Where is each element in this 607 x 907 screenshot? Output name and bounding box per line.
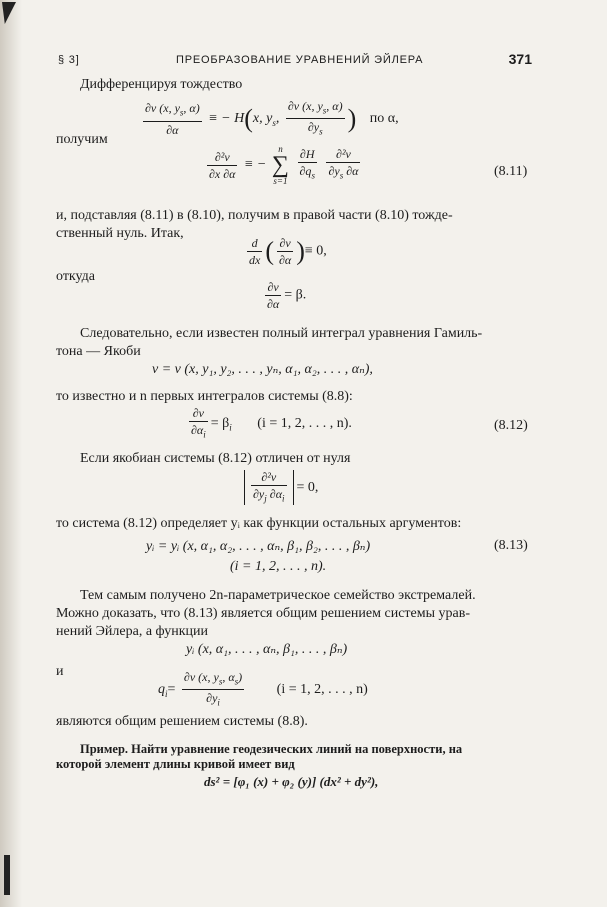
paragraph: и, подставляя (8.11) в (8.10), получим в правой части (8.10) тожде- — [56, 208, 453, 223]
equation-yi: yᵢ (x, α₁, . . . , αₙ, β₁, . . . , βₙ) — [186, 642, 348, 657]
page-number: 371 — [508, 51, 532, 67]
equation-jacobian: $\frac{\text{∂²v}}{\partial y_j \partial\alpha_i}$ = 0, — [244, 470, 318, 505]
fraction: $\frac{\partial v (x, y_s, \alpha)}{\partial y_s}$ — [287, 99, 343, 137]
fraction: $\frac{\partial v (x, y_s, \alpha)}{\partial\alpha}$ — [145, 101, 200, 137]
paragraph: Тем самым получено 2n-параметрическое семейство экстремалей. — [80, 588, 476, 603]
paragraph: Если якобиан системы (8.12) отличен от нуля — [80, 451, 351, 466]
paragraph: откуда — [56, 269, 95, 284]
equation-identity: $\frac{\partial v (x, y_s, \alpha)}{\partial\alpha}$ ≡ − H(x, $y_s$, $\frac{\partial v (x, y_s, \alpha)}{\partial y_s}$ ) по α, — [145, 99, 399, 137]
equation-beta: $\frac{\partial v}{\partial\alpha}$ = β. — [267, 280, 307, 311]
equation-8-13: yᵢ = yᵢ (x, α₁, α₂, . . . , αₙ, β₁, β₂, . . . , βₙ) — [146, 539, 371, 554]
equation-qi: $q_i=$ $\frac{\partial v (x, y_s, \alpha_s)}{\partial y_i}$ (i = 1, 2, . . . , n) — [158, 670, 368, 708]
paragraph: и — [56, 664, 64, 679]
summation: n ∑ s=1 — [271, 144, 289, 186]
paragraph: тона — Якоби — [56, 344, 141, 359]
paragraph: нений Эйлера, а функции — [56, 624, 209, 639]
paragraph: то известно и n первых интегралов системы (8.8): — [56, 389, 353, 404]
paragraph: получим — [56, 132, 108, 147]
running-header — [58, 52, 532, 72]
equation-full-integral: v = v (x, y₁, y₂, . . . , yₙ, α₁, α₂, . . . , αₙ), — [152, 362, 373, 377]
paragraph: то система (8.12) определяет yᵢ как функции остальных аргументов: — [56, 516, 462, 531]
paragraph: являются общим решением системы (8.8). — [56, 714, 308, 729]
equation-8-12: $\frac{\partial v}{\partial\alpha_i}$ = $\beta_i$ (i = 1, 2, . . . , n). — [191, 406, 352, 440]
equation-8-11: $\frac{\text{∂²v}}{\partial x \partial\alpha}$ ≡ − n ∑ s=1 $\frac{\partial H}{\partial q_s}$ $\frac{\text{∂²v}}{\partial y_s \partial\alpha}$ — [209, 144, 359, 186]
equation-number: (8.13) — [494, 538, 528, 553]
scan-mark — [4, 855, 10, 895]
paragraph: Дифференцируя тождество — [80, 77, 243, 92]
paragraph: ственный нуль. Итак, — [56, 226, 184, 241]
example-text: которой элемент длины кривой имеет вид — [56, 757, 295, 771]
paragraph: Можно доказать, что (8.13) является общим решением системы урав- — [56, 606, 470, 621]
section-number: § 3] — [58, 54, 80, 66]
equation-condition: (i = 1, 2, . . . , n). — [230, 559, 327, 574]
paragraph: Следовательно, если известен полный интеграл уравнения Гамиль- — [80, 326, 483, 341]
equation-ds: ds² = [φ₁ (x) + φ₂ (y)] (dx² + dy²), — [204, 774, 379, 789]
example-text: Пример. Найти уравнение геодезических линий на поверхности, на — [80, 742, 463, 756]
equation-zero: $\frac{d}{dx}$ ( $\frac{\partial v}{\partial\alpha}$ )≡ 0, — [249, 236, 327, 267]
header-title: ПРЕОБРАЗОВАНИЕ УРАВНЕНИЙ ЭЙЛЕРА — [176, 54, 424, 66]
equation-number: (8.11) — [494, 164, 528, 179]
equation-number: (8.12) — [494, 418, 528, 433]
page-edge-shadow — [0, 0, 22, 907]
